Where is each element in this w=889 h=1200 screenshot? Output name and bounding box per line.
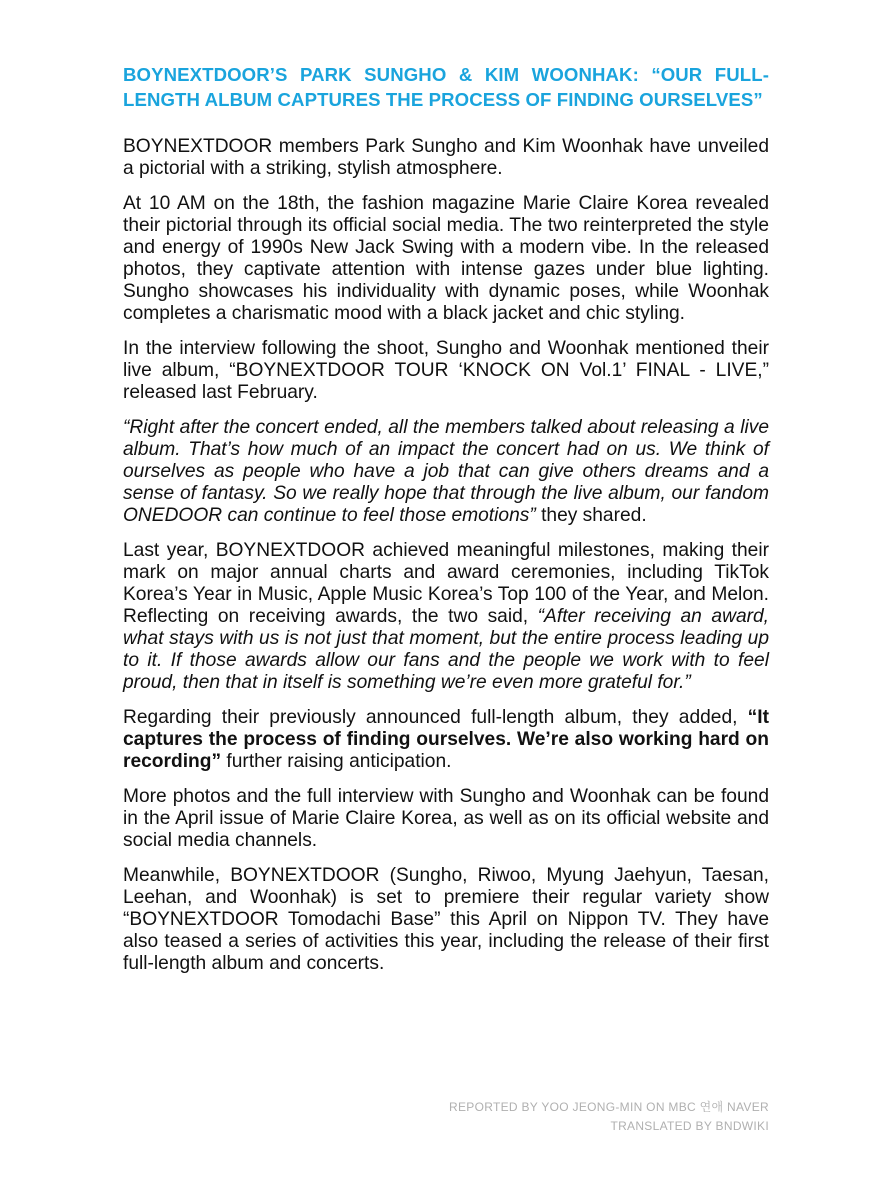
- paragraph-full-album: [123, 707, 769, 773]
- credits: [449, 1098, 769, 1136]
- full-album-text: Regarding their previously announced full-length album, they added,: [123, 707, 748, 728]
- paragraph-intro: BOYNEXTDOOR members Park Sungho and Kim Woonhak have unveiled a pictorial with a striking, stylish atmosphere.: [123, 136, 769, 179]
- translated-by-credit: TRANSLATED BY BNDWIKI: [610, 1119, 769, 1133]
- paragraph-milestones: [123, 540, 769, 694]
- concert-quote: “Right after the concert ended, all the members talked about releasing a live album. That’s how much of an impact the concert had on us. We think of ourselves as people who have a job that can give others dreams and a sense of fantasy. So we really hope that through the live album, our fandom ONEDOOR can continue to feel those emotions”: [123, 417, 769, 526]
- full-album-tail: further raising anticipation.: [221, 751, 452, 772]
- concert-quote-tail: they shared.: [535, 505, 647, 526]
- article-headline: BOYNEXTDOOR’S PARK SUNGHO & KIM WOONHAK: “OUR FULL-LENGTH ALBUM CAPTURES THE PROCESS OF FINDING OURSELVES”: [123, 64, 769, 110]
- awards-quote: “After receiving an award, what stays with us is not just that moment, but the entire process leading up to it. If those awards allow our fans and the people we work with to feel proud, then that in itself is something we’re even more grateful for.”: [123, 606, 770, 693]
- milestones-text: Last year, BOYNEXTDOOR achieved meaningful milestones, making their mark on major annual charts and award ceremonies, including TikTok Korea’s Year in Music, Apple Music Korea’s Top 100 of the Year, and Melon. Reflecting on receiving awards, the two said,: [123, 540, 769, 627]
- reported-by-credit: REPORTED BY YOO JEONG-MIN ON MBC 연애 NAVER: [449, 1100, 769, 1114]
- paragraph-more-photos: More photos and the full interview with Sungho and Woonhak can be found in the April issue of Marie Claire Korea, as well as on its official website and social media channels.: [123, 786, 769, 851]
- paragraph-pictorial: At 10 AM on the 18th, the fashion magazine Marie Claire Korea revealed their pictorial through its official social media. The two reinterpreted the style and energy of 1990s New Jack Swing with a modern vibe. In the released photos, they captivate attention with intense gazes under blue lighting. Sungho showcases his individuality with dynamic poses, while Woonhak completes a charismatic mood with a black jacket and chic styling.: [123, 193, 769, 324]
- full-album-quote: “It captures the process of finding ourselves. We’re also working hard on recording”: [123, 707, 769, 772]
- paragraph-concert-quote: [123, 417, 769, 527]
- paragraph-live-album: In the interview following the shoot, Sungho and Woonhak mentioned their live album, “BOYNEXTDOOR TOUR ‘KNOCK ON Vol.1’ FINAL - LIVE,” released last February.: [123, 338, 769, 403]
- paragraph-variety-show: Meanwhile, BOYNEXTDOOR (Sungho, Riwoo, Myung Jaehyun, Taesan, Leehan, and Woonhak) is set to premiere their regular variety show “BOYNEXTDOOR Tomodachi Base” this April on Nippon TV. They have also teased a series of activities this year, including the release of their first full-length album and concerts.: [123, 865, 769, 974]
